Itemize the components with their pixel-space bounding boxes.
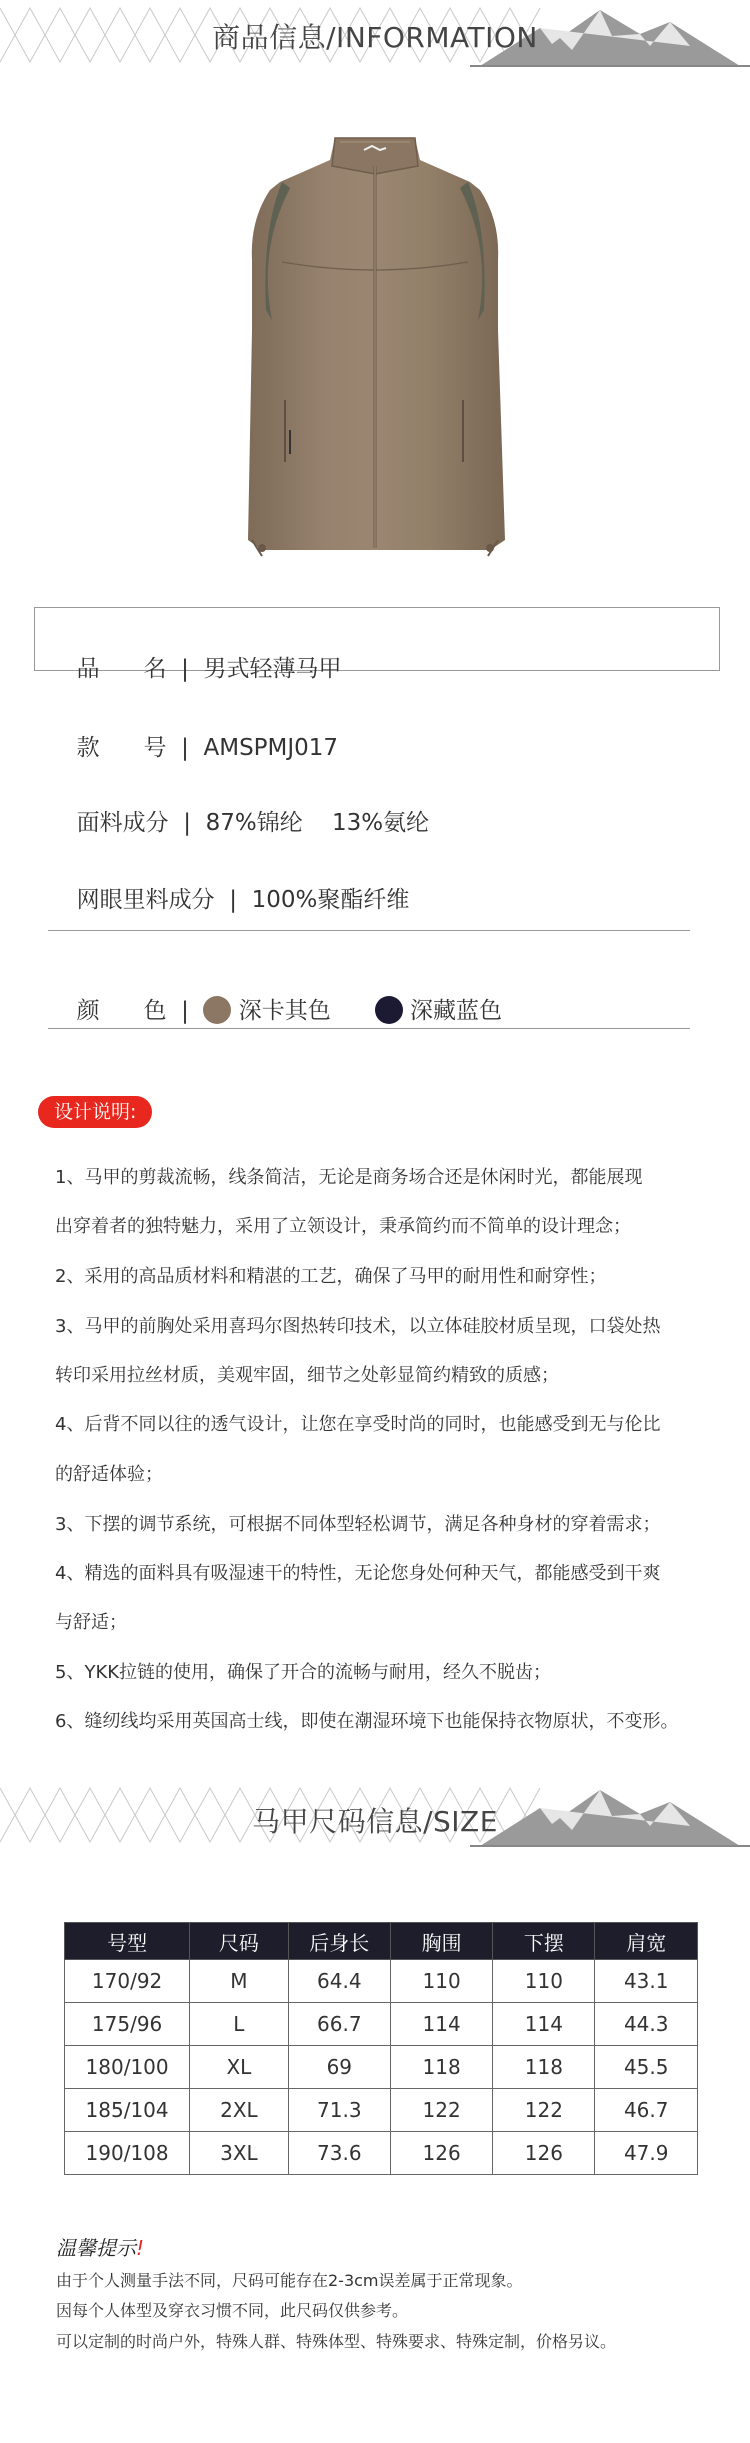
header-cell: 号型 [65, 1923, 190, 1960]
table-cell: M [190, 1960, 288, 2003]
header-cell: 尺码 [190, 1923, 288, 1960]
product-name-row [62, 624, 341, 683]
table-row [65, 2089, 698, 2132]
table-cell: 118 [391, 2046, 493, 2089]
table-cell: 73.6 [288, 2132, 390, 2175]
tip-line: 可以定制的时尚户外，特殊人群、特殊体型、特殊要求、特殊定制，价格另议。 [56, 2332, 617, 2351]
table-cell: 66.7 [288, 2003, 390, 2046]
size-table [64, 1922, 698, 2175]
table-cell: 114 [391, 2003, 493, 2046]
product-image [0, 70, 750, 570]
information-header [0, 0, 750, 70]
table-cell: 185/104 [65, 2089, 190, 2132]
size-header [0, 1780, 750, 1850]
product-name-value: 男式轻薄马甲 [203, 656, 342, 682]
table-cell: 2XL [190, 2089, 288, 2132]
table-cell: 122 [493, 2089, 595, 2132]
table-cell: 114 [493, 2003, 595, 2046]
table-cell: 190/108 [65, 2132, 190, 2175]
style-code-row [62, 703, 338, 762]
design-note-line: 1、马甲的剪裁流畅，线条简洁，无论是商务场合还是休闲时光，都能展现 [55, 1167, 643, 1188]
table-cell: 47.9 [595, 2132, 698, 2175]
information-title: 商品信息/INFORMATION [212, 21, 538, 54]
lining-value: 100%聚酯纤维 [251, 887, 410, 913]
fabric-label: 面料成分 | [76, 810, 206, 836]
design-note-line: 出穿着者的独特魅力，采用了立领设计，秉承简约而不简单的设计理念； [55, 1216, 631, 1237]
tips-exclaim: ! [136, 2236, 145, 2260]
table-cell: 44.3 [595, 2003, 698, 2046]
table-cell: 69 [288, 2046, 390, 2089]
table-cell: L [190, 2003, 288, 2046]
design-notes-tag: 设计说明: [38, 1096, 152, 1128]
header-cell: 下摆 [493, 1923, 595, 1960]
color-name-navy: 深藏蓝色 [409, 998, 502, 1024]
fabric-row [62, 778, 429, 837]
table-cell: 64.4 [288, 1960, 390, 2003]
color-row [62, 966, 502, 1025]
table-cell: 122 [391, 2089, 493, 2132]
design-note-line: 的舒适体验； [55, 1464, 163, 1485]
table-row [65, 2132, 698, 2175]
design-note-line: 5、YKK拉链的使用，确保了开合的流畅与耐用，经久不脱齿； [55, 1662, 552, 1683]
table-cell: 175/96 [65, 2003, 190, 2046]
fabric-value: 87%锦纶 13%氨纶 [205, 810, 430, 836]
table-cell: 110 [391, 1960, 493, 2003]
tips-title-text: 温馨提示 [56, 2236, 136, 2260]
table-cell: 71.3 [288, 2089, 390, 2132]
table-row [65, 1960, 698, 2003]
size-title: 马甲尺码信息/SIZE [252, 1805, 498, 1838]
design-note-line: 6、缝纫线均采用英国高士线，即使在潮湿环境下也能保持衣物原状，不变形。 [55, 1711, 679, 1732]
color-name-khaki: 深卡其色 [238, 998, 331, 1024]
lining-row [62, 855, 409, 914]
color-swatch-navy[interactable] [375, 996, 403, 1024]
header-cell: 胸围 [391, 1923, 493, 1960]
tip-line: 因每个人体型及穿衣习惯不同，此尺码仅供参考。 [56, 2301, 409, 2320]
table-cell: 43.1 [595, 1960, 698, 2003]
table-cell: 118 [493, 2046, 595, 2089]
header-cell: 后身长 [288, 1923, 390, 1960]
table-cell: XL [190, 2046, 288, 2089]
lining-label: 网眼里料成分 | [76, 887, 252, 913]
design-note-line: 4、精选的面料具有吸湿速干的特性，无论您身处何种天气，都能感受到干爽 [55, 1563, 661, 1584]
table-cell: 170/92 [65, 1960, 190, 2003]
table-cell: 3XL [190, 2132, 288, 2175]
product-name-label: 品 名 | [76, 656, 204, 682]
design-note-line: 3、马甲的前胸处采用喜玛尔图热转印技术，以立体硅胶材质呈现，口袋处热 [55, 1316, 661, 1337]
table-row [65, 2046, 698, 2089]
table-cell: 46.7 [595, 2089, 698, 2132]
color-swatch-khaki[interactable] [203, 996, 231, 1024]
design-note-line: 与舒适； [55, 1612, 127, 1633]
tip-line: 由于个人测量手法不同，尺码可能存在2-3cm误差属于正常现象。 [56, 2271, 523, 2290]
color-label: 颜 色 | [76, 998, 204, 1024]
design-note-line: 转印采用拉丝材质，美观牢固，细节之处彰显简约精致的质感； [55, 1365, 559, 1386]
style-code-value: AMSPMJ017 [203, 735, 339, 761]
divider [48, 1028, 690, 1029]
divider [48, 930, 690, 931]
tips-title [56, 2232, 144, 2261]
table-cell: 110 [493, 1960, 595, 2003]
style-code-label: 款 号 | [76, 735, 204, 761]
design-note-line: 4、后背不同以往的透气设计，让您在享受时尚的同时，也能感受到无与伦比 [55, 1414, 661, 1435]
vest-image [0, 70, 750, 570]
table-cell: 180/100 [65, 2046, 190, 2089]
size-table-header [65, 1923, 698, 1960]
table-cell: 126 [391, 2132, 493, 2175]
design-note-line: 2、采用的高品质材料和精湛的工艺，确保了马甲的耐用性和耐穿性； [55, 1266, 607, 1287]
header-cell: 肩宽 [595, 1923, 698, 1960]
table-cell: 126 [493, 2132, 595, 2175]
table-cell: 45.5 [595, 2046, 698, 2089]
table-row [65, 2003, 698, 2046]
design-note-line: 3、下摆的调节系统，可根据不同体型轻松调节，满足各种身材的穿着需求； [55, 1514, 661, 1535]
